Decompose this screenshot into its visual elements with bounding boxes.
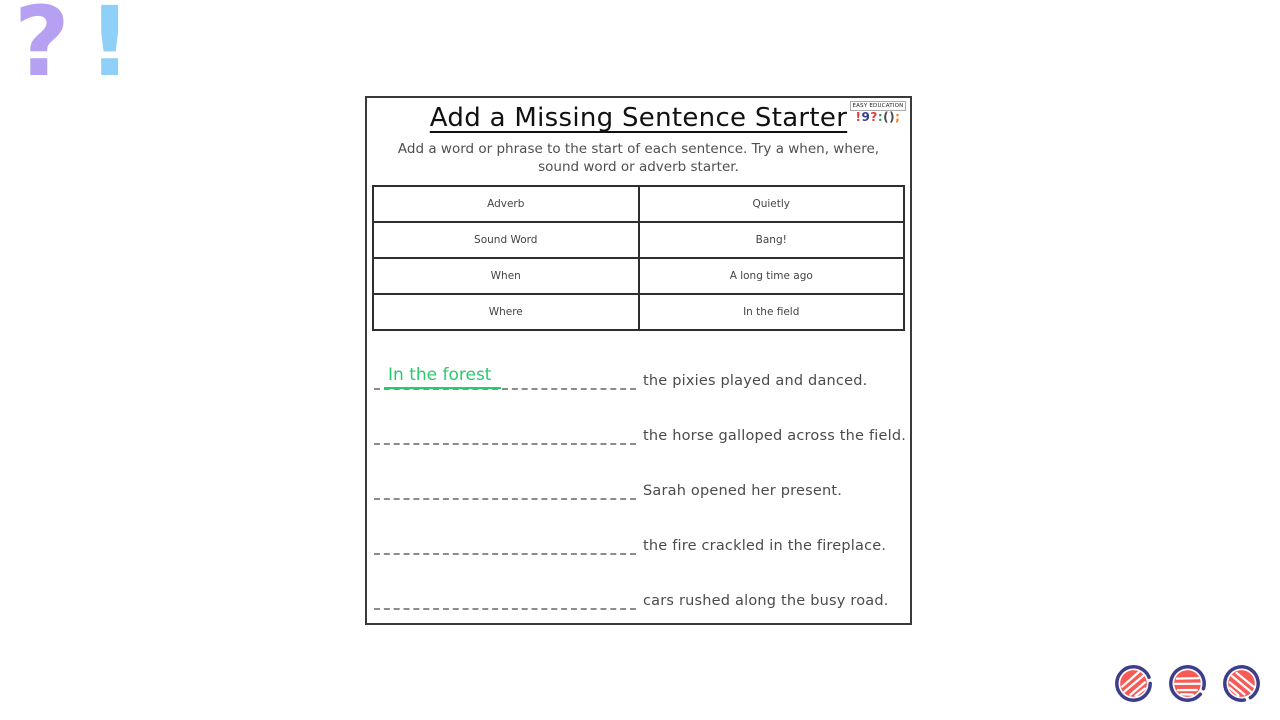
worksheet-page bbox=[365, 96, 912, 625]
starter-example-cell: A long time ago bbox=[639, 258, 905, 294]
logo-mark: ? bbox=[870, 110, 878, 124]
logo-mark: : bbox=[877, 110, 884, 124]
answer-blank[interactable] bbox=[374, 537, 636, 555]
sentence-text: the horse galloped across the field. bbox=[643, 428, 907, 444]
scribble-circle-button[interactable] bbox=[1113, 663, 1154, 704]
brand-logo bbox=[850, 101, 906, 124]
scribble-circle-icon bbox=[1159, 655, 1217, 713]
sentence-text: Sarah opened her present. bbox=[643, 483, 843, 499]
sentence-row bbox=[374, 421, 907, 445]
sentence-row bbox=[374, 366, 907, 390]
starter-type-cell: When bbox=[373, 258, 639, 294]
answer-blank[interactable] bbox=[374, 592, 636, 610]
answer-blank[interactable] bbox=[374, 427, 636, 445]
starter-example-cell: In the field bbox=[639, 294, 905, 330]
starter-type-cell: Sound Word bbox=[373, 222, 639, 258]
sentence-row bbox=[374, 586, 907, 610]
answer-blank[interactable] bbox=[374, 365, 636, 390]
starter-type-cell: Adverb bbox=[373, 186, 639, 222]
starter-example-cell: Bang! bbox=[639, 222, 905, 258]
sentence-row bbox=[374, 531, 907, 555]
table-row bbox=[373, 258, 904, 294]
table-row bbox=[373, 294, 904, 330]
sentence-text: cars rushed along the busy road. bbox=[643, 593, 889, 609]
starter-type-cell: Where bbox=[373, 294, 639, 330]
question-mark-icon: ? bbox=[14, 0, 70, 98]
logo-mark: ! bbox=[855, 110, 862, 124]
table-row bbox=[373, 222, 904, 258]
decorative-marks bbox=[14, 0, 132, 98]
logo-mark: ) bbox=[889, 110, 896, 124]
instructions-text: Add a word or phrase to the start of each sentence. Try a when, where, sound word or adverb starter. bbox=[397, 141, 880, 176]
answer-blank[interactable] bbox=[374, 482, 636, 500]
sentence-text: the pixies played and danced. bbox=[643, 373, 868, 389]
scribble-circle-button[interactable] bbox=[1221, 663, 1262, 704]
answer-text: In the forest bbox=[384, 365, 501, 389]
starter-example-cell: Quietly bbox=[639, 186, 905, 222]
sentence-text: the fire crackled in the fireplace. bbox=[643, 538, 887, 554]
brand-punctuation-icon bbox=[850, 111, 906, 124]
stamp-toolbar bbox=[1113, 663, 1262, 704]
sentence-row bbox=[374, 476, 907, 500]
table-row bbox=[373, 186, 904, 222]
logo-mark: 9 bbox=[861, 110, 871, 124]
starter-examples-table bbox=[372, 185, 905, 331]
logo-mark: ; bbox=[895, 110, 901, 124]
scribble-circle-button[interactable] bbox=[1167, 663, 1208, 704]
scribble-circle-icon bbox=[1113, 663, 1154, 704]
sentence-list bbox=[374, 366, 907, 641]
worksheet-header bbox=[367, 98, 910, 133]
scribble-circle-icon bbox=[1218, 660, 1265, 707]
page-title: Add a Missing Sentence Starter bbox=[429, 103, 848, 133]
exclamation-mark-icon: ! bbox=[87, 0, 132, 98]
brand-name: EASY EDUCATION bbox=[850, 101, 906, 111]
logo-mark: ( bbox=[883, 110, 890, 124]
